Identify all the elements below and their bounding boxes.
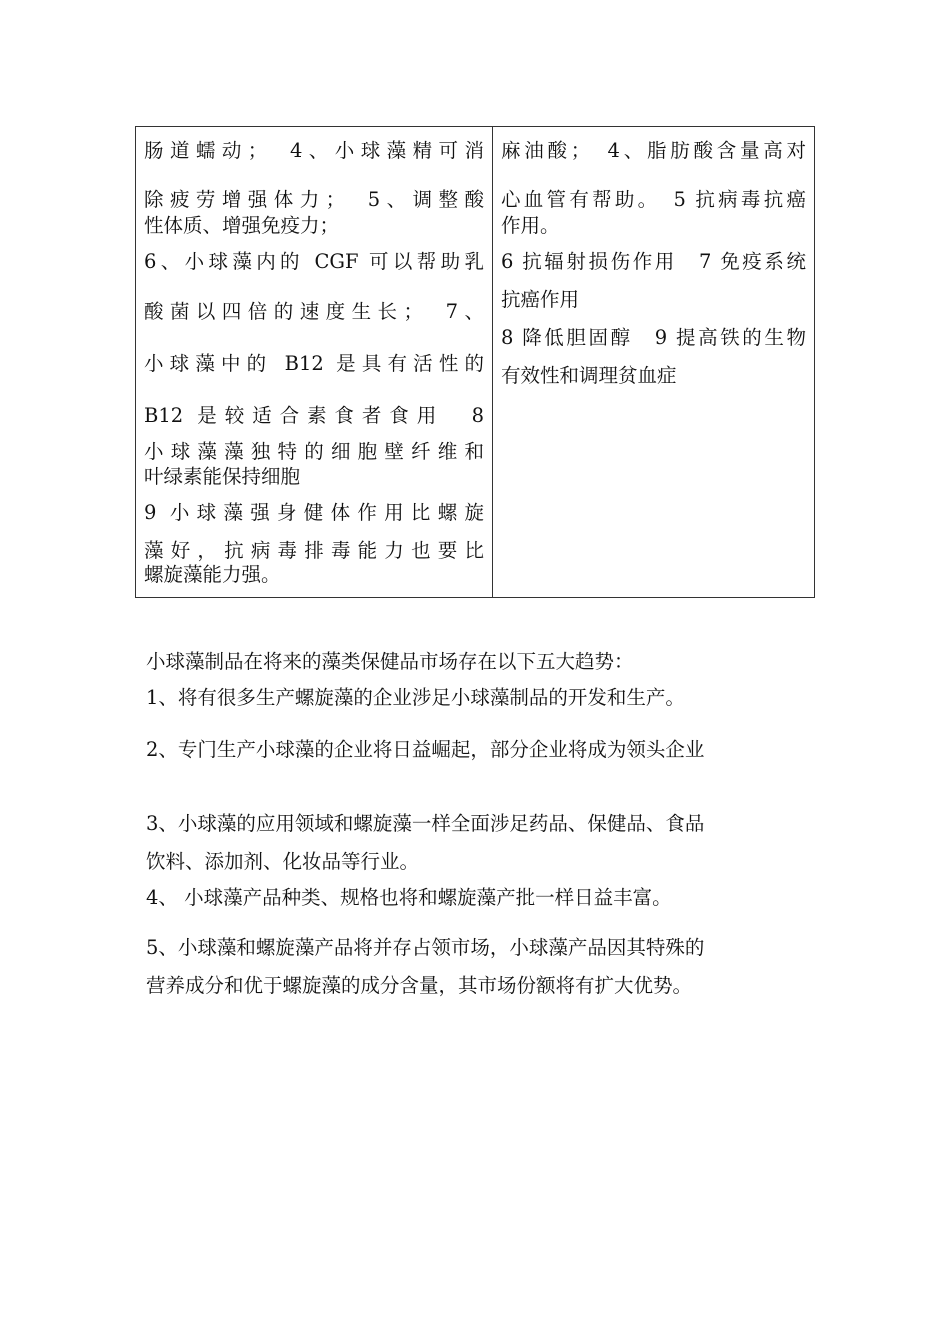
trend-item-3-line-1: 3、小球藻的应用领域和螺旋藻一样全面涉足药品、保健品、食品 [146, 812, 705, 835]
left-line-3: 性体质、增强免疫力； [144, 214, 340, 237]
right-line-1: 麻油酸； 4、脂肪酸含量高对 [501, 139, 806, 162]
left-line-7: B12 是较适合素食者食用 8 [144, 404, 484, 427]
left-cell [136, 127, 493, 598]
right-line-3: 作用。 [501, 214, 560, 237]
left-line-4: 6、小球藻内的 CGF 可以帮助乳 [144, 250, 484, 273]
right-line-5: 抗癌作用 [501, 288, 580, 311]
right-line-4: 6 抗辐射损伤作用 7 免疫系统 [501, 250, 806, 273]
trend-intro: 小球藻制品在将来的藻类保健品市场存在以下五大趋势： [146, 650, 634, 673]
trend-item-5-line-2: 营养成分和优于螺旋藻的成分含量，其市场份额将有扩大优势。 [146, 974, 693, 997]
right-line-6: 8 降低胆固醇 9 提高铁的生物 [501, 326, 806, 349]
left-line-12: 螺旋藻能力强。 [144, 563, 281, 586]
left-line-11: 藻好，抗病毒排毒能力也要比 [144, 539, 484, 562]
left-line-1: 肠道蠕动； 4、小球藻精可消 [144, 139, 484, 162]
trend-item-3-line-2: 饮料、添加剂、化妆品等行业。 [146, 850, 420, 873]
trend-item-4: 4、 小球藻产品种类、规格也将和螺旋藻产批一样日益丰富。 [146, 886, 672, 909]
left-line-6: 小球藻中的 B12 是具有活性的 [144, 352, 484, 375]
table-row [136, 127, 815, 598]
left-line-9: 叶绿素能保持细胞 [144, 465, 301, 488]
trend-item-5-line-1: 5、小球藻和螺旋藻产品将并存占领市场，小球藻产品因其特殊的 [146, 936, 705, 959]
left-line-5: 酸菌以四倍的速度生长； 7、 [144, 300, 484, 323]
left-line-8: 小球藻藻独特的细胞壁纤维和 [144, 440, 484, 463]
trend-item-2: 2、专门生产小球藻的企业将日益崛起，部分企业将成为领头企业 [146, 738, 705, 761]
right-line-2: 心血管有帮助。 5 抗病毒抗癌 [501, 188, 806, 211]
trend-item-1: 1、将有很多生产螺旋藻的企业涉足小球藻制品的开发和生产。 [146, 686, 685, 709]
right-line-7: 有效性和调理贫血症 [501, 364, 677, 387]
left-line-10: 9 小球藻强身健体作用比螺旋 [144, 501, 484, 524]
benefits-table [135, 126, 815, 598]
left-line-2: 除疲劳增强体力； 5、调整酸 [144, 188, 484, 211]
right-cell [493, 127, 815, 598]
